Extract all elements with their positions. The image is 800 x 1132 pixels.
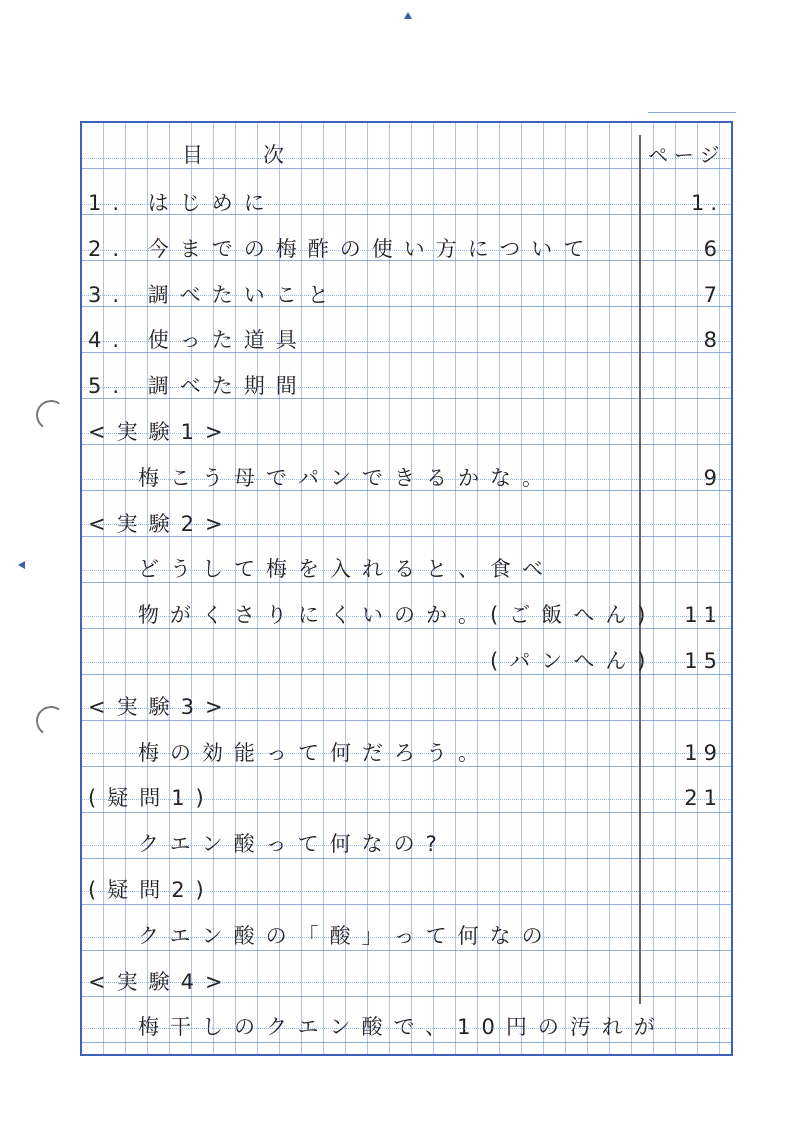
grid-subline — [82, 204, 731, 205]
top-rule — [648, 112, 736, 113]
grid-subline — [82, 387, 731, 388]
toc-entry-text: <実験3> — [88, 694, 234, 719]
toc-entry-text: クエン酸の「酸」って何なの — [138, 923, 554, 948]
grid-subline — [82, 250, 731, 251]
toc-entry-page: 7 — [703, 282, 723, 307]
grid-subline — [82, 891, 731, 892]
top-register-mark — [404, 12, 412, 19]
grid-subline — [82, 341, 731, 342]
grid-subline — [82, 708, 731, 709]
toc-entry-text: 梅干しのクエン酸で、10円の汚れが — [138, 1015, 666, 1040]
page-column-label: ページ — [648, 143, 726, 167]
toc-entry-page: 1. — [690, 191, 723, 215]
grid-subline — [82, 799, 731, 800]
grid-subline — [82, 295, 731, 296]
grid-subline — [82, 479, 731, 480]
toc-entry-page: 15 — [684, 649, 723, 673]
toc-entry-text: 2. 今までの梅酢の使い方について — [88, 236, 596, 261]
toc-entry-text: どうして梅を入れると、食べ — [138, 557, 554, 582]
grid-subline — [82, 1028, 731, 1029]
toc-entry-text: 物がくさりにくいのか。(ご飯へん) — [138, 603, 657, 628]
punch-hole-upper — [34, 398, 69, 433]
toc-entry-page: 11 — [684, 603, 723, 628]
left-register-mark — [18, 561, 25, 569]
grid-subline — [82, 845, 731, 846]
toc-entry-page: 6 — [703, 236, 723, 261]
toc-entry-text: <実験2> — [88, 511, 234, 536]
grid-sheet — [80, 121, 733, 1056]
toc-entry-text: クエン酸って何なの? — [138, 832, 448, 857]
toc-entry-text: <実験4> — [88, 969, 234, 994]
toc-entry-text: (パンへん) — [490, 649, 657, 673]
punch-hole-lower — [34, 704, 69, 739]
toc-entry-text: 4. 使った道具 — [88, 328, 308, 353]
toc-entry-page: 19 — [684, 740, 723, 765]
grid-subline — [82, 753, 731, 754]
grid-subline — [82, 662, 731, 663]
toc-entry-text: 梅こう母でパンできるかな。 — [138, 465, 554, 490]
toc-entry-text: 1. はじめに — [88, 191, 276, 215]
toc-entry-page: 9 — [703, 465, 723, 490]
grid-subline — [82, 433, 731, 434]
toc-entry-page: 21 — [684, 786, 723, 811]
grid-subline — [82, 982, 731, 983]
toc-entry-text: <実験1> — [88, 420, 234, 444]
toc-entry-text: (疑問2) — [88, 878, 215, 902]
toc-entry-text: 3. 調べたいこと — [88, 282, 340, 307]
toc-entry-text: 梅の効能って何だろう。 — [138, 740, 490, 765]
grid-subline — [82, 937, 731, 938]
grid-subline — [82, 158, 731, 159]
toc-title: 目次 — [182, 143, 344, 167]
grid-subline — [82, 570, 731, 571]
toc-entry-page: 8 — [703, 328, 723, 353]
toc-entry-text: (疑問1) — [88, 786, 215, 811]
grid-subline — [82, 616, 731, 617]
toc-entry-text: 5. 調べた期間 — [88, 374, 308, 399]
grid-subline — [82, 524, 731, 525]
